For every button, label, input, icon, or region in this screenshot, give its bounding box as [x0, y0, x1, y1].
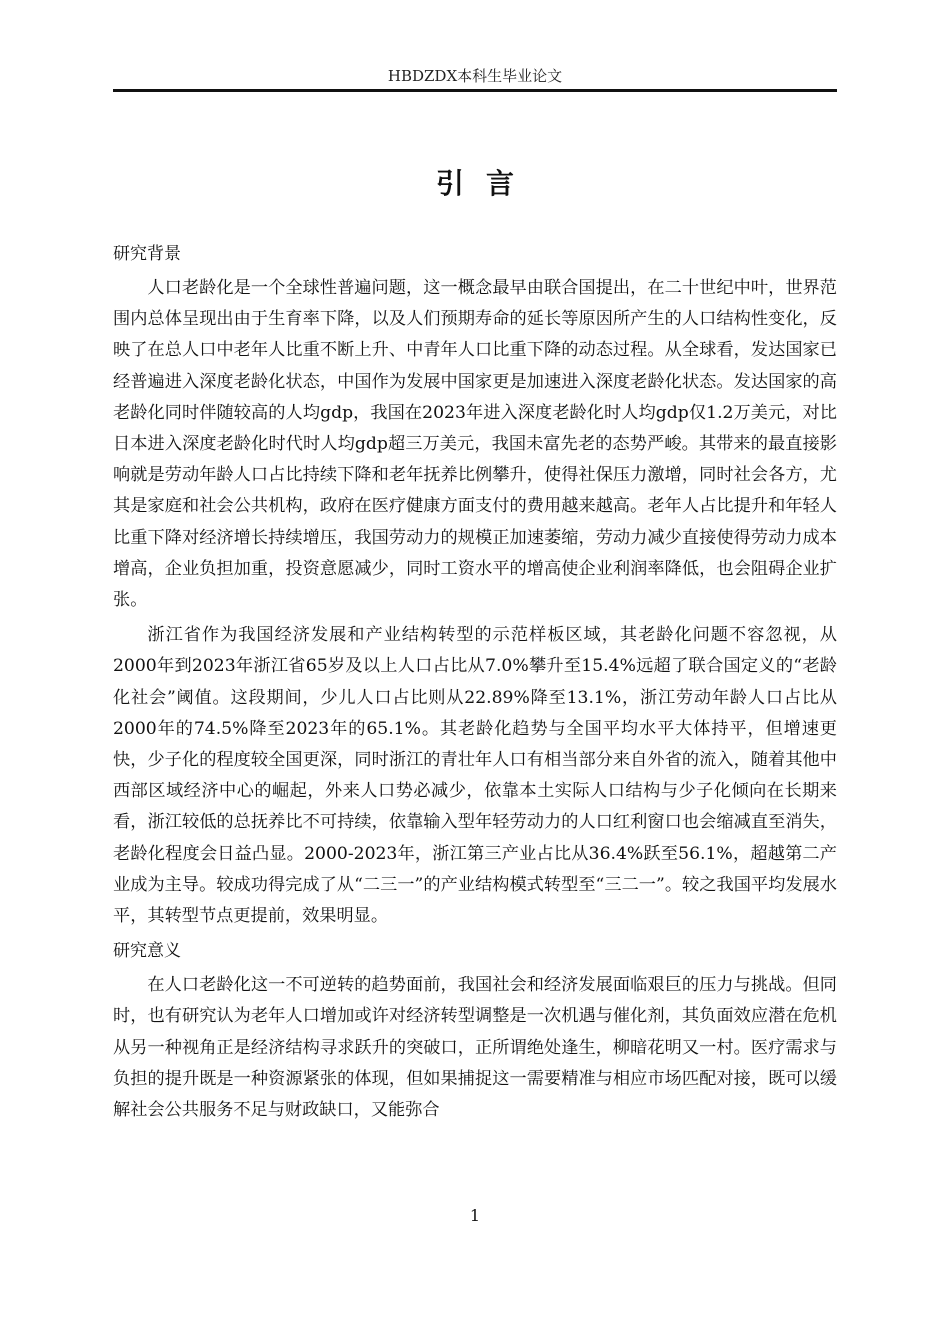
section-heading-significance: 研究意义 [113, 941, 181, 962]
page-title: 引言 [435, 167, 536, 200]
section-heading-background: 研究背景 [113, 244, 181, 264]
paragraph: 人口老龄化是一个全球性普遍问题，这一概念最早由联合国提出，在二十世纪中叶，世界范围内总体呈现出由于生育率下降，以及人们预期寿命的延长等原因所产生的人口结构性变化，反映了在总人口中老年人比重不断上升、中青年人口比重下降的动态过程。从全球看，发达国家已经普遍进入深度老龄化状态，中国作为发展中国家更是加速进入深度老龄化状态。发达国家的高老龄化同时伴随较高的人均gdp，我国在2023年进入深度老龄化时人均gdp仅1.2万美元，对比日本进入深度老龄化时代时人均gdp超三万美元，我国未富先老的态势严峻。其带来的最直接影响就是劳动年龄人口占比持续下降和老年抚养比例攀升，使得社保压力激增，同时社会各方，尤其是家庭和社会公共机构，政府在医疗健康方面支付的费用越来越高。老年人占比提升和年轻人比重下降对经济增长持续增压，我国劳动力的规模正加速萎缩，劳动力减少直接使得劳动力成本增高，企业负担加重，投资意愿减少，同时工资水平的增高使企业利润率降低，也会阻碍企业扩张。 [113, 278, 837, 611]
page-number: 1 [469, 1206, 481, 1225]
header-rule [113, 89, 837, 92]
paragraph: 在人口老龄化这一不可逆转的趋势面前，我国社会和经济发展面临艰巨的压力与挑战。但同时，也有研究认为老年人口增加或许对经济转型调整是一次机遇与催化剂，其负面效应潜在危机从另一种视角正是经济结构寻求跃升的突破口，正所谓绝处逢生，柳暗花明又一村。医疗需求与负担的提升既是一种资源紧张的体现，但如果捕捉这一需要精准与相应市场匹配对接，既可以缓解社会公共服务不足与财政缺口，又能弥合 [113, 975, 837, 1121]
paragraph: 浙江省作为我国经济发展和产业结构转型的示范样板区域，其老龄化问题不容忽视，从2000年到2023年浙江省65岁及以上人口占比从7.0%攀升至15.4%远超了联合国定义的“老龄化社会”阈值。这段期间，少儿人口占比则从22.89%降至13.1%，浙江劳动年龄人口占比从2000年的74.5%降至2023年的65.1%。其老龄化趋势与全国平均水平大体持平，但增速更快，少子化的程度较全国更深，同时浙江的青壮年人口有相当部分来自外省的流入，随着其他中西部区域经济中心的崛起，外来人口势必减少，依靠本土实际人口结构与少子化倾向在长期来看，浙江较低的总抚养比不可持续，依靠输入型年轻劳动力的人口红利窗口也会缩减直至消失，老龄化程度会日益凸显。2000-2023年，浙江第三产业占比从36.4%跃至56.1%，超越第二产业成为主导。较成功得完成了从“二三一”的产业结构模式转型至“三二一”。较之我国平均发展水平，其转型节点更提前，效果明显。 [113, 625, 837, 927]
body-text [113, 239, 837, 1130]
running-header: HBDZDX本科生毕业论文 [387, 67, 563, 85]
